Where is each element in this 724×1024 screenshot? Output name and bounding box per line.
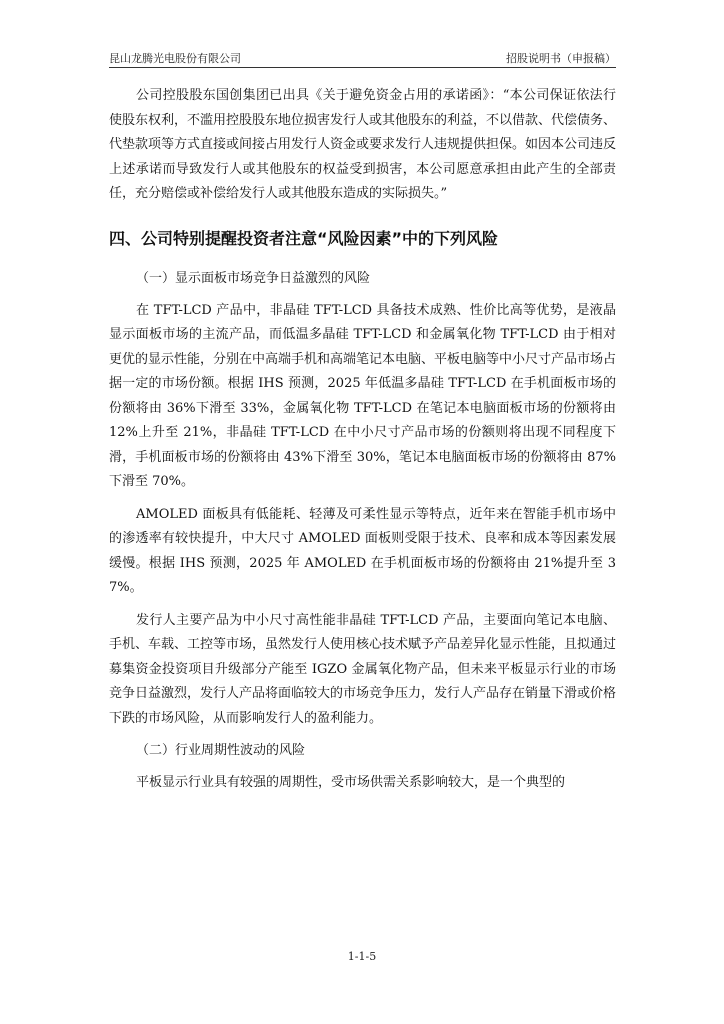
header-company-name: 昆山龙腾光电股份有限公司 (109, 52, 241, 65)
page-body (109, 84, 616, 804)
subsection-heading-2: （二）行业周期性波动的风险 (136, 743, 306, 758)
paragraph-issuer-products: 发行人主要产品为中小尺寸高性能非晶硅 TFT-LCD 产品，主要面向笔记本电脑、手机、车载、工控等市场，虽然发行人使用核心技术赋予产品差异化显示性能，且拟通过募集资金投资项目升级部分产能至 IGZO 金属氧化物产品，但未来平板显示行业的市场竞争日益激烈，发行人产品将面临较大的市场竞争压力，发行人产品存在销量下滑或价格下跌的市场风险，从而影响发行人的盈利能力。 (109, 612, 617, 726)
paragraph-tft-lcd: 在 TFT-LCD 产品中，非晶硅 TFT-LCD 具备技术成熟、性价比高等优势，是液晶显示面板市场的主流产品，而低温多晶硅 TFT-LCD 和金属氧化物 TFT-LCD 由于相对更优的显示性能，分别在中高端手机和高端笔记本电脑、平板电脑等中小尺寸产品市场占据一定的市场份额。根据 IHS 预测，2025 年低温多晶硅 TFT-LCD 在手机面板市场的份额将由 36%下滑至 33%，金属氧化物 TFT-LCD 在笔记本电脑面板市场的份额将由 12%上升至 21%，非晶硅 TFT-LCD 在中小尺寸产品市场的份额则将出现不同程度下滑，手机面板市场的份额将由 43%下滑至 30%，笔记本电脑面板市场的份额将由 87%下滑至 70%。 (109, 302, 617, 489)
paragraph-commitment: 公司控股股东国创集团已出具《关于避免资金占用的承诺函》：“本公司保证依法行使股东权利，不滥用控股股东地位损害发行人或其他股东的利益，不以借款、代偿债务、代垫款项等方式直接或间接占用发行人资金或要求发行人违规提供担保。如因本公司违反上述承诺而导致发行人或其他股东的权益受到损害，本公司愿意承担由此产生的全部责任，充分赔偿或补偿给发行人或其他股东造成的实际损失。” (109, 88, 617, 201)
header-document-title: 招股说明书（申报稿） (506, 52, 616, 65)
paragraph-cyclicality: 平板显示行业具有较强的周期性，受市场供需关系影响较大，是一个典型的 (136, 775, 566, 790)
page-header (109, 50, 616, 66)
page-number: 1-1-5 (347, 950, 377, 963)
header-rule (109, 67, 616, 68)
section-heading: 四、公司特别提醒投资者注意“风险因素”中的下列风险 (109, 228, 499, 248)
paragraph-amoled: AMOLED 面板具有低能耗、轻薄及可柔性显示等特点，近年来在智能手机市场中的渗透率有较快提升，中大尺寸 AMOLED 面板则受限于技术、良率和成本等因素发展缓慢。根据 IHS 预测，2025 年 AMOLED 在手机面板市场的份额将由 21%提升至 37%。 (109, 506, 616, 595)
subsection-heading-1: （一）显示面板市场竞争日益激烈的风险 (136, 270, 371, 286)
